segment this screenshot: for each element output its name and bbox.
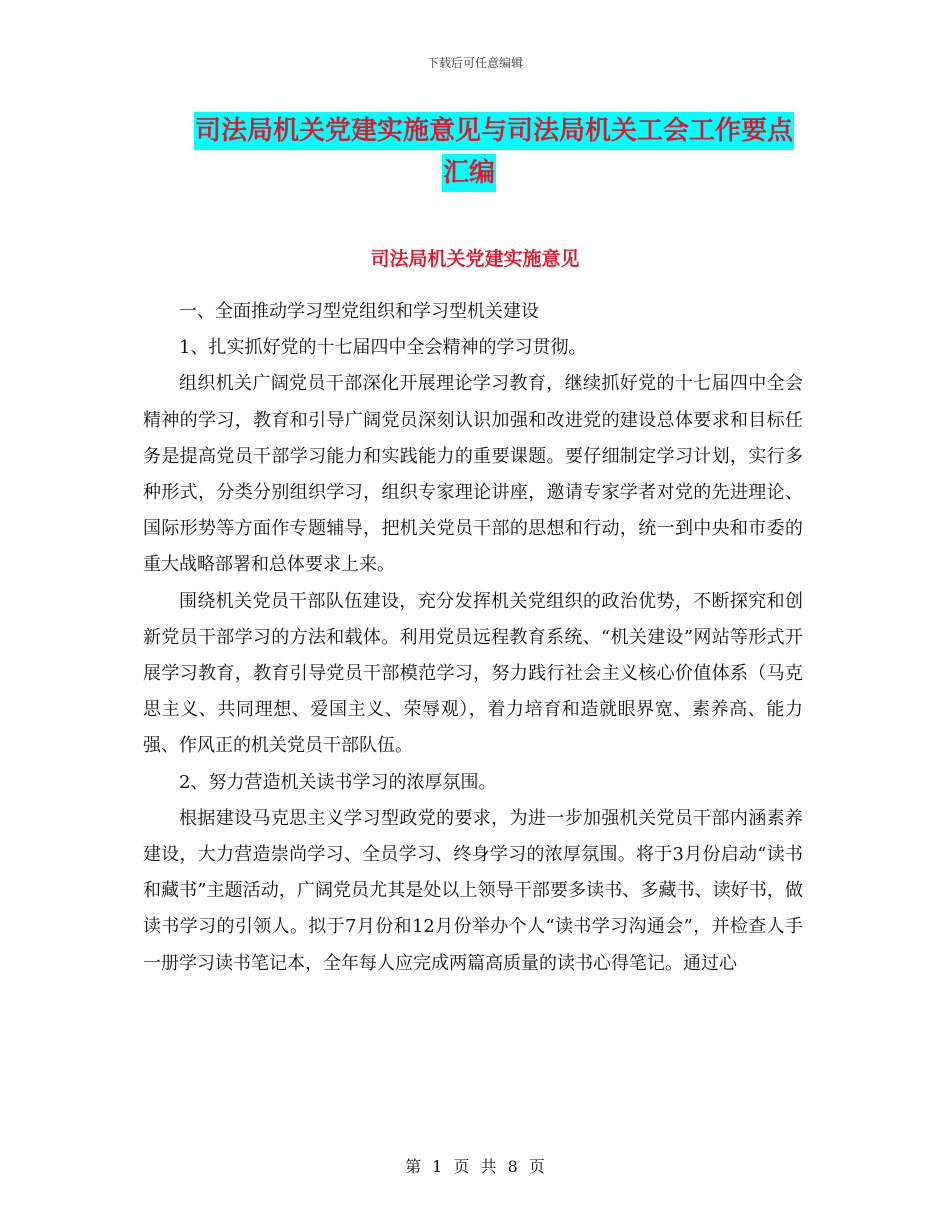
body-paragraph: 围绕机关党员干部队伍建设，充分发挥机关党组织的政治优势，不断探究和创新党员干部学习的方法和载体。利用党员远程教育系统、“机关建设”网站等形式开展学习教育，教育引导党员干部模范学习，努力践行社会主义核心价值体系（马克思主义、共同理想、爱国主义、荣辱观），着力培育和造就眼界宽、素养高、能力强、作风正的机关党员干部队伍。 — [143, 590, 803, 757]
page-footer: 第 1 页 共 8 页 — [405, 1157, 545, 1176]
document-title-line-2: 汇编 — [442, 154, 496, 192]
heading-paragraph: 一、全面推动学习型党组织和学习型机关建设 — [179, 301, 539, 322]
section-title: 司法局机关党建实施意见 — [370, 248, 580, 270]
document-body — [143, 294, 803, 982]
body-paragraph: 根据建设马克思主义学习型政党的要求，为进一步加强机关党员干部内涵素养建设，大力营造崇尚学习、全员学习、终身学习的浓厚氛围。将于3月份启动“读书和藏书”主题活动，广阔党员尤其是处以上领导干部要多读书、多藏书、读好书，做读书学习的引领人。拟于7月份和12月份举办个人“读书学习沟通会”，并检查人手一册学习读书笔记本，全年每人应完成两篇高质量的读书心得笔记。通过心 — [143, 807, 803, 974]
body-paragraph: 组织机关广阔党员干部深化开展理论学习教育，继续抓好党的十七届四中全会精神的学习，教育和引导广阔党员深刻认识加强和改进党的建设总体要求和目标任务是提高党员干部学习能力和实践能力的重要课题。要仔细制定学习计划，实行多种形式，分类分别组织学习，组织专家理论讲座，邀请专家学者对党的先进理论、国际形势等方面作专题辅导，把机关党员干部的思想和行动，统一到中央和市委的重大战略部署和总体要求上来。 — [143, 373, 803, 576]
subheading-paragraph: 1、扎实抓好党的十七届四中全会精神的学习贯彻。 — [179, 337, 587, 359]
document-title-line-1: 司法局机关党建实施意见与司法局机关工会工作要点 — [194, 112, 794, 150]
subheading-paragraph: 2、努力营造机关读书学习的浓厚氛围。 — [179, 771, 497, 793]
header-note: 下载后可任意编辑 — [426, 56, 523, 70]
